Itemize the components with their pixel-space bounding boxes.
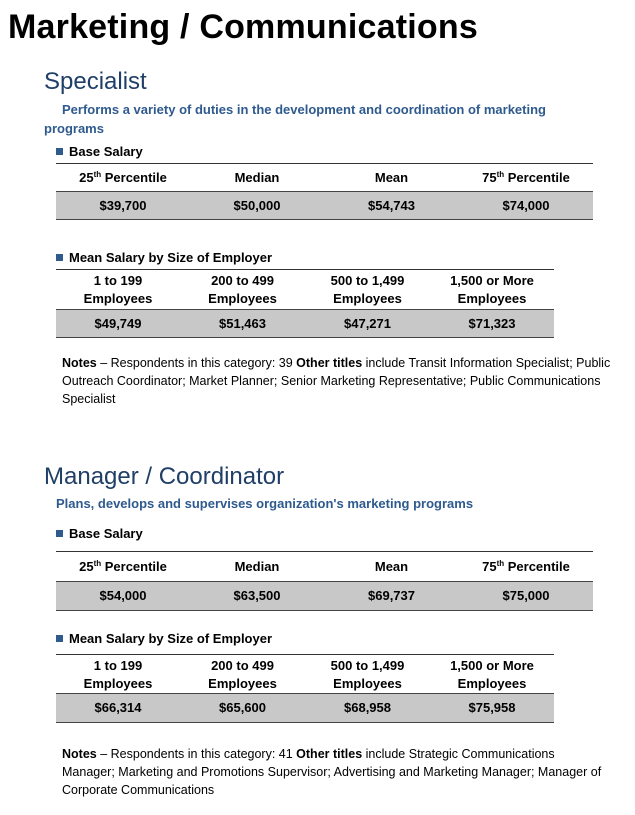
page-title: Marketing / Communications — [8, 8, 478, 46]
value-25th-percentile: $39,700 — [99, 198, 147, 213]
table-top-rule — [56, 163, 593, 164]
header-size-500-1499: 500 to 1,499 Employees — [330, 273, 405, 306]
table-top-rule — [56, 269, 554, 270]
value-25th-percentile: $54,000 — [99, 588, 147, 603]
value-size-1-199: $49,749 — [94, 316, 142, 331]
header-size-500-1499: 500 to 1,499 Employees — [330, 658, 405, 691]
header-25th-percentile: 25th Percentile — [79, 170, 167, 185]
specialist-notes: Notes – Respondents in this category: 39 Other titles include Transit Information Specialist; Public Outreach Coordinator; Market Planner; Senior Marketing Representative; Public Communications Specialist — [62, 356, 611, 406]
value-size-500-1499: $68,958 — [344, 700, 391, 715]
bullet-icon — [56, 530, 63, 537]
value-size-1500-plus: $71,323 — [468, 316, 516, 331]
value-size-1500-plus: $75,958 — [468, 700, 516, 715]
bullet-icon — [56, 148, 63, 155]
manager-description: Plans, develops and supervises organization's marketing programs — [56, 496, 474, 511]
header-25th-percentile: 25th Percentile — [79, 559, 167, 574]
value-mean: $54,743 — [368, 198, 415, 213]
header-size-200-499: 200 to 499 Employees — [208, 658, 277, 691]
value-mean: $69,737 — [368, 588, 415, 603]
specialist-base-salary-heading — [56, 144, 143, 159]
bullet-icon — [56, 635, 63, 642]
value-median: $63,500 — [233, 588, 281, 603]
bullet-icon — [56, 254, 63, 261]
value-size-200-499: $65,600 — [219, 700, 266, 715]
header-75th-percentile: 75th Percentile — [482, 170, 570, 185]
specialist-description: Performs a variety of duties in the development and coordination of marketing programs — [44, 102, 546, 136]
value-size-200-499: $51,463 — [219, 316, 266, 331]
header-size-200-499: 200 to 499 Employees — [208, 273, 277, 306]
specialist-title: Specialist — [44, 68, 147, 95]
manager-title: Manager / Coordinator — [44, 463, 285, 490]
header-median: Median — [234, 559, 280, 574]
table-top-rule — [56, 654, 554, 655]
manager-notes: Notes – Respondents in this category: 41 Other titles include Strategic Communications Manager; Marketing and Promotions Supervisor; Advertising and Marketing Manager; Manager of Corporate Communications — [62, 747, 602, 797]
heading-label: Base Salary — [69, 526, 143, 541]
header-size-1-199: 1 to 199 Employees — [83, 658, 153, 691]
value-size-1-199: $66,314 — [94, 700, 142, 715]
heading-label: Base Salary — [69, 144, 143, 159]
header-75th-percentile: 75th Percentile — [482, 559, 570, 574]
value-75th-percentile: $74,000 — [502, 198, 550, 213]
header-size-1500-plus: 1,500 or More Employees — [450, 273, 534, 306]
header-mean: Mean — [374, 170, 409, 185]
heading-label: Mean Salary by Size of Employer — [69, 250, 273, 265]
specialist-mean-salary-heading — [56, 250, 272, 265]
table-top-rule — [56, 551, 593, 552]
heading-label: Mean Salary by Size of Employer — [69, 631, 273, 646]
header-size-1500-plus: 1,500 or More Employees — [450, 658, 534, 691]
manager-mean-salary-heading — [56, 631, 272, 646]
value-75th-percentile: $75,000 — [502, 588, 550, 603]
value-median: $50,000 — [233, 198, 281, 213]
header-median: Median — [234, 170, 280, 185]
value-size-500-1499: $47,271 — [344, 316, 391, 331]
header-size-1-199: 1 to 199 Employees — [83, 273, 153, 306]
manager-base-salary-heading — [56, 526, 143, 541]
header-mean: Mean — [374, 559, 409, 574]
